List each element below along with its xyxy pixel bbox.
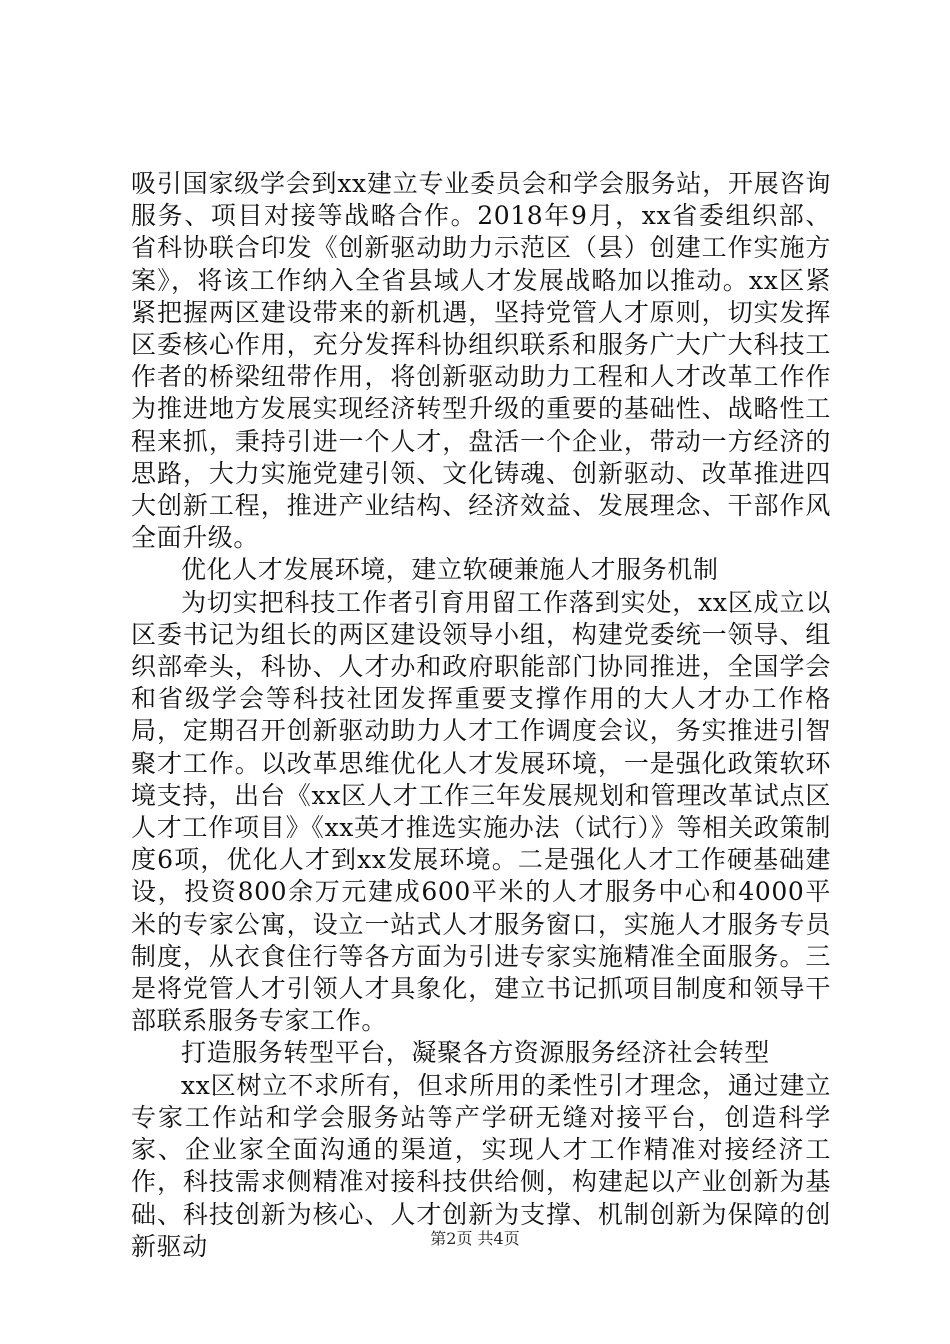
section-heading-service-platform: 打造服务转型平台，凝聚各方资源服务经济社会转型 xyxy=(181,1038,770,1068)
paragraph-talent-environment: 为切实把科技工作者引育用留工作落到实处，xx区成立以区委书记为组长的两区建设领导小组，构建党委统一领导、组织部牵头，科协、人才办和政府职能部门协同推进，全国学会和省级学会等科技社团发挥重要支撑作用的大人才办工作格局，定期召开创新驱动助力人才工作调度会议，务实推进引智聚才工作。以改革思维优化人才发展环境，一是强化政策软环境支持，出台《xx区人才工作三年发展规划和管理改革试点区人才工作项目》《xx英才推选实施办法（试行）》等相关政策制度6项，优化人才到xx发展环境。二是强化人才工作硬基础建设，投资800余万元建成600平米的人才服务中心和4000平米的专家公寓，设立一站式人才服务窗口，实施人才服务专员制度，从衣食住行等各方面为引进专家实施精准全面服务。三是将党管人才引领人才具象化，建立书记抓项目制度和领导干部联系服务专家工作。 xyxy=(131,587,831,1036)
section-heading-talent-environment: 优化人才发展环境，建立软硬兼施人才服务机制 xyxy=(181,555,719,585)
page-footer xyxy=(0,1226,950,1249)
page-number-label: 第2页 共4页 xyxy=(430,1229,520,1248)
paragraph-service-platform: xx区树立不求所有，但求所用的柔性引才理念，通过建立专家工作站和学会服务站等产学研无缝对接平台，创造科学家、企业家全面沟通的渠道，实现人才工作精准对接经济工作，科技需求侧精准对接科技供给侧，构建起以产业创新为基础、科技创新为核心、人才创新为支撑、机制创新为保障的创新驱动 xyxy=(131,1070,831,1261)
paragraph-intro-continuation: 吸引国家级学会到xx建立专业委员会和学会服务站，开展咨询服务、项目对接等战略合作。2018年9月，xx省委组织部、省科协联合印发《创新驱动助力示范区（县）创建工作实施方案》，将该工作纳入全省县域人才发展战略加以推动。xx区紧紧把握两区建设带来的新机遇，坚持党管人才原则，切实发挥区委核心作用，充分发挥科协组织联系和服务广大广大科技工作者的桥梁纽带作用，将创新驱动助力工程和人才改革工作作为推进地方发展实现经济转型升级的重要的基础性、战略性工程来抓，秉持引进一个人才，盘活一个企业，带动一方经济的思路，大力实施党建引领、文化铸魂、创新驱动、改革推进四大创新工程，推进产业结构、经济效益、发展理念、干部作风全面升级。 xyxy=(131,169,831,553)
document-body xyxy=(131,168,831,1263)
